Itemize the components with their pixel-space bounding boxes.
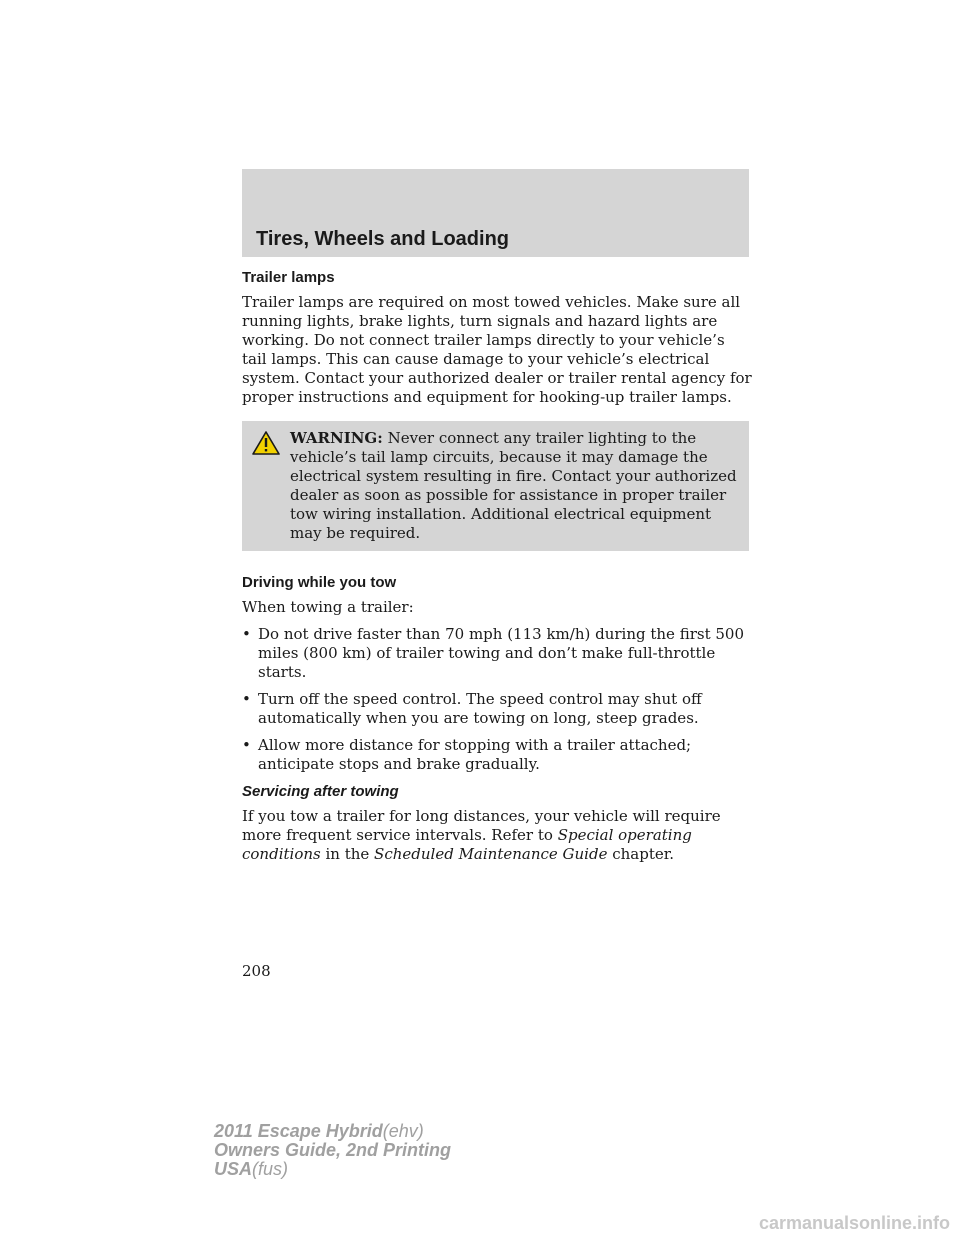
heading-servicing-after-towing: Servicing after towing [242, 783, 399, 800]
bullet-glyph: • [242, 736, 251, 754]
warning-box [242, 421, 749, 551]
list-item [242, 625, 752, 682]
warning-triangle-icon [252, 431, 280, 455]
document-footer: 2011 Escape Hybrid(ehv) Owners Guide, 2nd Printing USA(fus) [214, 1121, 452, 1179]
heading-trailer-lamps: Trailer lamps [242, 269, 335, 286]
list-item-text: Do not drive faster than 70 mph (113 km/h) during the first 500 miles (800 km) of trailer towing and don’t make full-throttle starts. [258, 625, 744, 681]
bullet-glyph: • [242, 625, 251, 643]
paragraph-servicing: If you tow a trailer for long distances, your vehicle will require more frequent service intervals. Refer to Special operating conditions in the Scheduled Maintenance Guide chapter. [242, 807, 721, 863]
watermark: carmanualsonline.info [758, 1213, 950, 1233]
section-title: Tires, Wheels and Loading [256, 228, 510, 250]
list-item [242, 736, 752, 774]
bullet-glyph: • [242, 690, 251, 708]
paragraph-trailer-lamps: Trailer lamps are required on most towed vehicles. Make sure all running lights, brake lights, turn signals and hazard lights are working. Do not connect trailer lamps directly to your vehicle’s tail lamps. This can cause damage to your vehicle’s electrical system. Contact your authorized dealer or trailer rental agency for proper instructions and equipment for hooking-up trailer lamps. [242, 293, 752, 406]
reference-special-operating-conditions: Special operating conditions [242, 826, 692, 863]
reference-scheduled-maintenance-guide: Scheduled Maintenance Guide [374, 845, 608, 863]
warning-text: Never connect any trailer lighting to the vehicle’s tail lamp circuits, because it may damage the electrical system resulting in fire. Contact your authorized dealer as soon as possible for assistance in proper trailer tow wiring installation. Additional electrical equipment may be required. [290, 429, 737, 542]
paragraph-driving-intro: When towing a trailer: [242, 598, 414, 616]
warning-label: WARNING: [290, 429, 383, 447]
heading-driving-while-tow: Driving while you tow [242, 574, 397, 591]
list-item-text: Turn off the speed control. The speed control may shut off automatically when you are towing on long, steep grades. [258, 690, 702, 727]
page-number: 208 [242, 962, 271, 980]
towing-tips-list [242, 625, 752, 774]
list-item [242, 690, 752, 728]
page-content [242, 268, 752, 872]
list-item-text: Allow more distance for stopping with a trailer attached; anticipate stops and brake gradually. [258, 736, 692, 773]
